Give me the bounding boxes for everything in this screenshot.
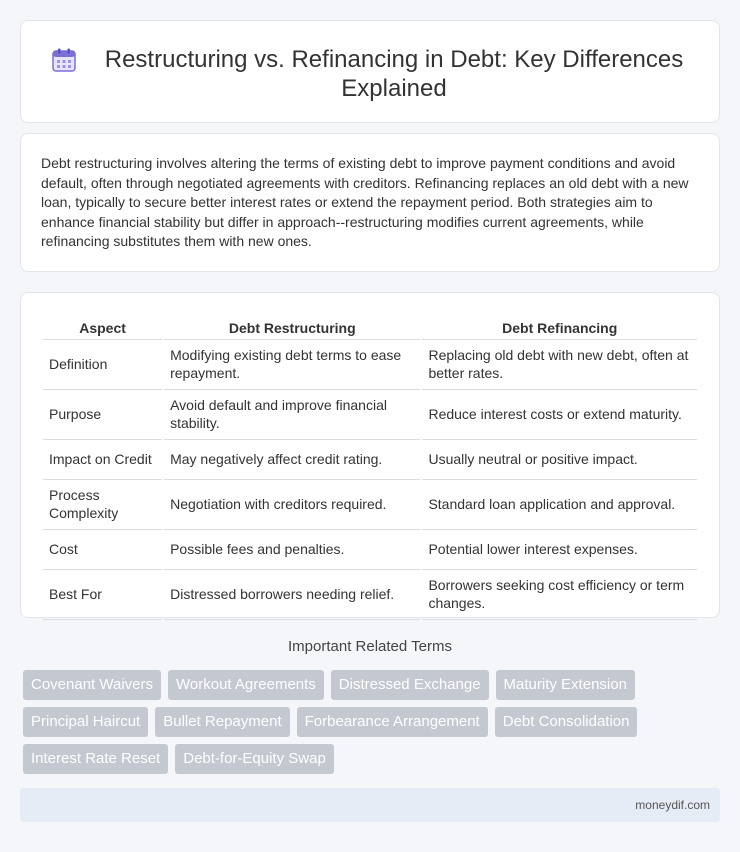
row-aspect: Cost: [43, 530, 162, 570]
row-restructuring: Possible fees and penalties.: [164, 530, 420, 570]
site-credit[interactable]: moneydif.com: [635, 798, 710, 812]
title-card: [20, 20, 720, 123]
tag-debt-for-equity-swap[interactable]: Debt-for-Equity Swap: [175, 744, 334, 774]
row-aspect: Definition: [43, 340, 162, 390]
page-title: Restructuring vs. Refinancing in Debt: Key Differences Explained: [104, 46, 684, 102]
column-header-aspect: Aspect: [43, 314, 162, 340]
footer-bar: [20, 788, 720, 822]
calendar-icon: [51, 47, 77, 73]
row-refinancing: Replacing old debt with new debt, often at better rates.: [422, 340, 697, 390]
row-refinancing: Borrowers seeking cost efficiency or term changes.: [422, 570, 697, 620]
tag-principal-haircut[interactable]: Principal Haircut: [23, 707, 148, 737]
intro-card: [20, 133, 720, 272]
row-restructuring: Avoid default and improve financial stability.: [164, 390, 420, 440]
table-row: [43, 340, 697, 390]
row-refinancing: Standard loan application and approval.: [422, 480, 697, 530]
row-restructuring: Distressed borrowers needing relief.: [164, 570, 420, 620]
intro-paragraph: Debt restructuring involves altering the terms of existing debt to improve payment conditions and avoid default, often through negotiated agreements with creditors. Refinancing replaces an old debt with a new loan, typically to secure better interest rates or extend the repayment period. Both strategies aim to enhance financial stability but differ in approach--restructuring modifies current agreements, while refinancing substitutes them with new ones.: [41, 155, 689, 249]
table-header-row: [43, 314, 697, 340]
table-row: [43, 530, 697, 570]
tag-distressed-exchange[interactable]: Distressed Exchange: [331, 670, 489, 700]
table-row: [43, 480, 697, 530]
row-refinancing: Potential lower interest expenses.: [422, 530, 697, 570]
table-row: [43, 570, 697, 620]
tag-maturity-extension[interactable]: Maturity Extension: [496, 670, 635, 700]
related-terms-list: [23, 670, 723, 774]
tag-interest-rate-reset[interactable]: Interest Rate Reset: [23, 744, 168, 774]
page-header: [21, 21, 719, 103]
row-restructuring: May negatively affect credit rating.: [164, 440, 420, 480]
row-aspect: Purpose: [43, 390, 162, 440]
row-aspect: Impact on Credit: [43, 440, 162, 480]
tag-debt-consolidation[interactable]: Debt Consolidation: [495, 707, 638, 737]
column-header-restructuring: Debt Restructuring: [164, 314, 420, 340]
table-row: [43, 440, 697, 480]
comparison-table: [41, 314, 699, 620]
tag-workout-agreements[interactable]: Workout Agreements: [168, 670, 324, 700]
comparison-card: [20, 292, 720, 618]
related-terms-heading: Important Related Terms: [288, 638, 452, 655]
row-aspect: Process Complexity: [43, 480, 162, 530]
row-aspect: Best For: [43, 570, 162, 620]
table-row: [43, 390, 697, 440]
row-restructuring: Modifying existing debt terms to ease repayment.: [164, 340, 420, 390]
row-refinancing: Reduce interest costs or extend maturity.: [422, 390, 697, 440]
tag-bullet-repayment[interactable]: Bullet Repayment: [155, 707, 289, 737]
row-restructuring: Negotiation with creditors required.: [164, 480, 420, 530]
row-refinancing: Usually neutral or positive impact.: [422, 440, 697, 480]
column-header-refinancing: Debt Refinancing: [422, 314, 697, 340]
tag-forbearance-arrangement[interactable]: Forbearance Arrangement: [297, 707, 488, 737]
tag-covenant-waivers[interactable]: Covenant Waivers: [23, 670, 161, 700]
